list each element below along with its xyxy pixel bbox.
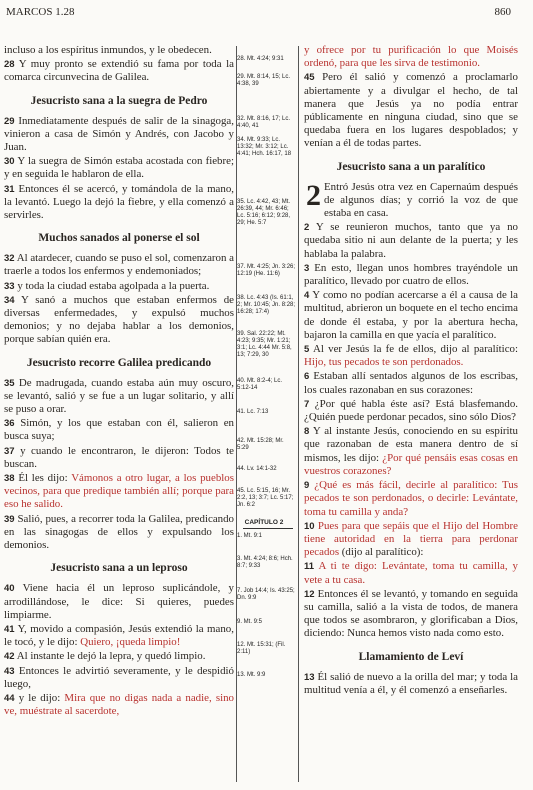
verse-number: 30 <box>4 156 15 168</box>
verse <box>4 280 234 293</box>
verse-number: 41 <box>4 623 15 635</box>
verse-number: 43 <box>4 665 15 677</box>
verse <box>304 398 518 424</box>
cross-reference: 39. Sal. 22:22; Mt. 4:23; 9:35; Mr. 1:21; 3:1; Lc. 4:44 Mr. 5:8, 13; 7:29, 30 <box>237 331 292 358</box>
chapter-label: CAPÍTULO 2 <box>244 519 284 526</box>
page-number: 860 <box>494 6 511 18</box>
cross-reference: 12. Mt. 15:31; (Fil. 2:11) <box>237 642 286 655</box>
verse <box>304 520 518 560</box>
verse <box>4 582 234 622</box>
verse-number: 8 <box>304 426 310 438</box>
verse-number: 7 <box>304 398 310 410</box>
verse <box>4 115 234 155</box>
verse-text: Simón, y los que estaban con él, salieron en busca suya; <box>4 417 234 443</box>
cross-reference: 1. Mt. 9:1 <box>237 533 263 539</box>
verse-text: Entonces él se acercó, y tomándola de la mano, la levantó. Luego la dejó la fiebre, y ella comenzó a servirles. <box>4 182 234 222</box>
cross-reference: 13. Mt. 9:9 <box>237 672 266 678</box>
verse-number: 12 <box>304 588 315 600</box>
cross-reference: 34. Mt. 9:33; Lc. 13:32; Mr. 3:12; Lc. 4:41; Hch. 16:17, 18 <box>237 137 292 157</box>
left-text-column <box>4 44 234 719</box>
section-heading: Llamamiento de Leví <box>358 650 464 663</box>
verse <box>4 445 234 471</box>
verse-text: Salió, pues, a recorrer toda la Galilea, predicando en las sinagogas de ellos y expulsando los demonios. <box>4 512 234 552</box>
cross-reference: 37. Mt. 4:25; Jn. 3:26; 12:19 (He. 11:6) <box>237 264 296 277</box>
words-of-jesus: Quiero, ¡queda limpio! <box>80 636 181 649</box>
section-heading: Jesucristo sana a un leproso <box>50 562 188 575</box>
section-heading: Jesucristo recorre Galilea predicando <box>26 356 212 369</box>
verse-text: y cuando le encontraron, le dijeron: Todos te buscan. <box>4 444 234 470</box>
words-of-jesus: y ofrece por tu purificación lo que Moisés ordenó, para que les sirva de testimonio. <box>304 44 518 70</box>
verse-text: Y al instante Jesús, conociendo en su espíritu que razonaban de esta manera dentro de sí mismos, les dijo: <box>304 425 518 464</box>
verse-number: 29 <box>4 115 15 127</box>
verse-number: 13 <box>304 671 315 683</box>
cross-reference: 9. Mt. 9:5 <box>237 619 263 625</box>
verse-number: 45 <box>304 72 315 84</box>
verse <box>4 155 234 181</box>
section-heading: Muchos sanados al ponerse el sol <box>38 232 200 245</box>
verse-text: ¿Por qué habla éste así? Está blasfemando. ¿Quién puede perdonar pecados, sino sólo Dios? <box>304 397 518 424</box>
verse-text: Y, movido a compasión, Jesús extendió la mano, le tocó, y le dijo: <box>4 622 234 649</box>
verse-text: De madrugada, cuando estaba aún muy oscuro, se levantó, salió y se fue a un lugar solitario, y allí se puso a orar. <box>4 376 234 416</box>
verse-number: 38 <box>4 473 15 485</box>
cross-reference: 32. Mt. 8:16, 17; Lc. 4:40, 41 <box>237 116 291 129</box>
verse <box>4 294 234 347</box>
verse-text: Él salió de nuevo a la orilla del mar; y toda la multitud venía a él, y él comenzó a enseñarles. <box>304 670 518 696</box>
verse-number: 39 <box>4 513 15 525</box>
verse-text: Viene hacia él un leproso suplicándole, y arrodillándose, le dice: Si quieres, puedes limpiarme. <box>4 582 234 621</box>
verse <box>4 58 234 84</box>
cross-reference: 28. Mt. 4:24; 9:31 <box>237 56 284 62</box>
verse-number: 44 <box>4 692 15 704</box>
cross-reference: 41. Lc. 7:13 <box>237 409 269 415</box>
verse <box>304 479 518 519</box>
cross-reference: 45. Lc. 5:15, 16; Mr. 2:2, 13; 3:7; Lc. 5:17; Jn. 6:2 <box>237 488 294 508</box>
cross-reference: 44. Lv. 14:1-32 <box>237 466 277 472</box>
chapter-rule <box>243 528 293 529</box>
verse-number: 42 <box>4 651 15 663</box>
verse <box>304 425 518 478</box>
verse-number: 35 <box>4 377 15 389</box>
words-of-jesus: ¿Qué es más fácil, decirle al paralítico: Tus pecados te son perdonados, o decirle: Levántate, toma tu camilla y anda? <box>304 479 519 518</box>
verse <box>304 343 518 369</box>
cross-reference: 29. Mt. 8:14, 15; Lc. 4:38, 39 <box>237 74 291 87</box>
verse <box>304 289 518 342</box>
verse-text: Y muy pronto se extendió su fama por toda la comarca circunvecina de Galilea. <box>4 58 234 84</box>
page-header <box>6 6 511 24</box>
words-of-jesus: Pues para que sepáis que el Hijo del Hombre tiene autoridad en la tierra para perdonar pecados <box>304 519 519 559</box>
verse <box>304 370 518 396</box>
verse <box>4 417 234 443</box>
verse-text: En esto, llegan unos hombres trayéndole un paralítico, llevado por cuatro de ellos. <box>304 261 518 288</box>
verse <box>4 692 234 718</box>
verse-text: Entró Jesús otra vez en Capernaúm después de algunos días; y corrió la voz de que estaba en casa. <box>324 180 518 220</box>
verse-number: 31 <box>4 183 15 195</box>
verse <box>4 623 234 649</box>
verse-text: Al instante le dejó la lepra, y quedó limpio. <box>16 650 206 663</box>
verse-number: 2 <box>304 222 310 234</box>
cross-reference: 7. Job 14:4; Is. 43:25; Dn. 9:9 <box>237 588 295 601</box>
verse-text: Y se reunieron muchos, tanto que ya no quedaba sitio ni aun delante de la puerta; y les hablaba la palabra. <box>304 221 518 260</box>
right-text-column <box>304 44 518 698</box>
verse-continuation <box>304 44 518 70</box>
words-of-jesus: Hijo, tus pecados te son perdonados. <box>304 356 464 369</box>
verse-text: Al atardecer, cuando se puso el sol, comenzaron a traerle a todos los enfermos y endemoniados; <box>4 252 234 278</box>
section-heading: Jesucristo sana a un paralítico <box>336 160 486 173</box>
cross-reference: 35. Lc. 4:42, 43; Mt. 26:39, 44; Mr. 6:46; Lc. 5:16; 6:12; 9:28, 29; He. 5:7 <box>237 199 291 226</box>
verse-text: Estaban allí sentados algunos de los escribas, los cuales razonaban en sus corazones: <box>304 370 518 396</box>
verse <box>4 252 234 278</box>
verse <box>304 560 518 586</box>
verse <box>304 262 518 288</box>
verse-text: Pero él salió y comenzó a proclamarlo abiertamente y a divulgar el hecho, de tal manera que Jesús ya no podía entrar públicamente en ninguna ciudad, sino que se quedaba fuera en los lugares despoblados; y venían a él de todas partes. <box>304 71 518 150</box>
verse-text: y le dijo: <box>18 691 65 704</box>
verse <box>4 183 234 223</box>
verse <box>304 588 518 641</box>
section-heading: Jesucristo sana a la suegra de Pedro <box>30 94 208 107</box>
verse-number: 9 <box>304 480 310 492</box>
verse-number: 40 <box>4 583 15 595</box>
verse <box>4 665 234 691</box>
verse-number: 37 <box>4 445 15 457</box>
verse <box>304 671 518 697</box>
verse-text: Entonces él se levantó, y tomando en seguida su camilla, salió a la vista de todos, de manera que todos se asombraron, y glorificaban a Dios, diciendo: Nunca hemos visto nada como esto. <box>304 587 518 640</box>
words-of-jesus: Mira que no digas nada a nadie, sino ve, muéstrate al sacerdote, <box>4 691 234 718</box>
verse <box>4 472 234 512</box>
verse-number: 34 <box>4 294 15 306</box>
words-of-jesus: ¿Por qué pensáis esas cosas en vuestros corazones? <box>304 451 518 477</box>
verse-text: Y sanó a muchos que estaban enfermos de diversas enfermedades, y expulsó muchos demonios; y no dejaba hablar a los demonios, porque sabían quién era. <box>4 293 235 346</box>
verse-number: 3 <box>304 262 310 274</box>
verse <box>4 650 234 663</box>
running-head: MARCOS 1.28 <box>6 6 75 18</box>
verse <box>304 221 518 261</box>
cross-reference: 40. Mt. 8:2-4; Lc. 5:12-14 <box>237 378 283 391</box>
verse-number: 5 <box>304 344 310 356</box>
chapter-start <box>304 178 518 221</box>
verse-text: Entonces le advirtió severamente, y le despidió luego, <box>4 664 234 690</box>
cross-reference: 3. Mt. 4:24; 8:6; Hch. 8:7; 9:33 <box>237 556 293 569</box>
verse-text: Él les dijo: <box>18 472 72 485</box>
words-of-jesus: A ti te digo: Levántate, toma tu camilla, y vete a tu casa. <box>304 560 518 586</box>
column-divider-right <box>298 46 299 782</box>
verse <box>304 71 518 150</box>
verse-number: 4 <box>304 290 310 302</box>
verse-text: Inmediatamente después de salir de la sinagoga, vinieron a casa de Simón y Andrés, con Jacobo y Juan. <box>4 114 234 154</box>
verse-number: 36 <box>4 418 15 430</box>
words-of-jesus: Vámonos a otro lugar, a los pueblos vecinos, para que predique también allí; porque para eso he salido. <box>4 472 234 511</box>
verse-number: 33 <box>4 280 15 292</box>
verse-number: 6 <box>304 371 310 383</box>
verse-text: Al ver Jesús la fe de ellos, dijo al paralítico: <box>312 343 518 356</box>
verse-number: 11 <box>304 561 315 573</box>
verse-number: 32 <box>4 253 15 265</box>
verse-number: 28 <box>4 59 15 71</box>
verse <box>4 513 234 553</box>
cross-reference: 42. Mt. 15:28; Mr. 5:29 <box>237 438 284 451</box>
verse <box>4 377 234 417</box>
verse-text: y toda la ciudad estaba agolpada a la puerta. <box>17 279 210 292</box>
cross-reference: 38. Lc. 4:43 (Is. 61:1, 2; Mr. 10:45; Jn. 8:28; 16:28; 17:4) <box>237 295 296 315</box>
verse-text: Y como no podían acercarse a él a causa de la multitud, abrieron un boquete en el techo encima de donde él estaba, y por la abertura hecha, bajaron la camilla en que yacía el paralítico. <box>304 289 518 341</box>
verse-number: 10 <box>304 520 315 532</box>
verse-text: Y la suegra de Simón estaba acostada con fiebre; y en seguida le hablaron de ella. <box>4 155 234 181</box>
verse-text: incluso a los espíritus inmundos, y le obedecen. <box>4 44 212 56</box>
verse-continuation <box>4 44 234 57</box>
verse-text: (dijo al paralítico): <box>339 546 424 559</box>
chapter-number: 2 <box>306 178 321 212</box>
